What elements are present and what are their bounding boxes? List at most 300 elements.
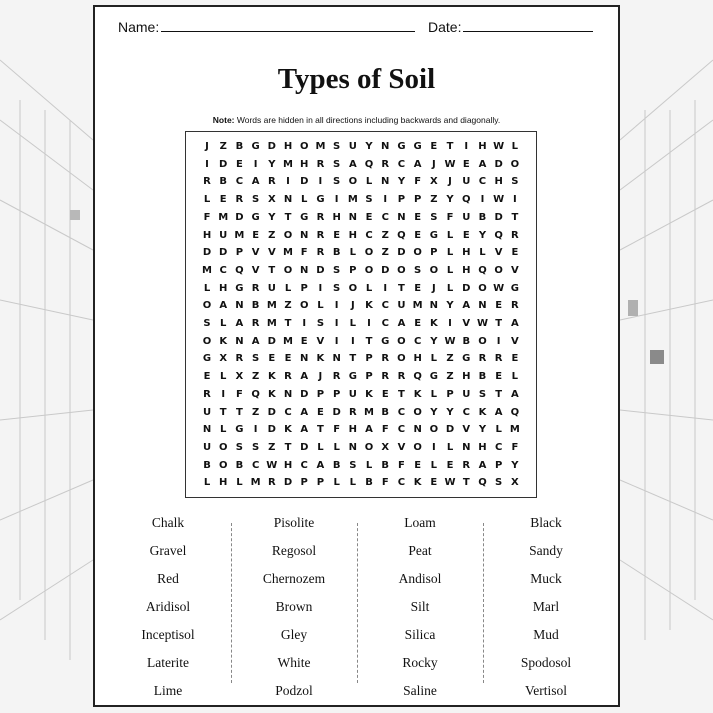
grid-letter[interactable]: R — [251, 318, 260, 329]
grid-letter[interactable]: D — [300, 441, 309, 453]
grid-letter[interactable]: T — [365, 335, 373, 347]
grid-letter[interactable]: N — [348, 441, 358, 453]
grid-letter[interactable]: B — [235, 141, 244, 152]
grid-letter[interactable]: T — [495, 388, 503, 400]
grid-letter[interactable]: E — [284, 353, 292, 365]
grid-letter[interactable]: T — [235, 406, 243, 418]
grid-letter[interactable]: S — [430, 211, 438, 223]
grid-letter[interactable]: V — [510, 264, 519, 276]
grid-letter[interactable]: U — [462, 211, 471, 223]
grid-letter[interactable]: Q — [494, 229, 503, 241]
grid-letter[interactable]: V — [251, 247, 260, 259]
grid-letter[interactable]: D — [219, 158, 228, 170]
grid-letter[interactable]: V — [462, 318, 471, 329]
grid-letter[interactable]: C — [381, 211, 389, 223]
grid-letter[interactable]: O — [299, 300, 309, 312]
grid-letter[interactable]: B — [203, 459, 211, 471]
grid-letter[interactable]: E — [203, 371, 211, 383]
grid-letter[interactable]: J — [431, 158, 436, 170]
grid-letter[interactable]: D — [494, 158, 503, 170]
grid-letter[interactable]: M — [218, 211, 229, 223]
grid-letter[interactable]: J — [318, 371, 323, 383]
grid-letter[interactable]: F — [203, 211, 211, 223]
grid-letter[interactable]: M — [266, 318, 277, 329]
grid-letter[interactable]: N — [300, 229, 309, 241]
grid-letter[interactable]: A — [316, 459, 325, 471]
grid-letter[interactable]: R — [316, 247, 325, 259]
grid-letter[interactable]: S — [235, 441, 243, 453]
grid-letter[interactable]: E — [495, 371, 503, 383]
grid-letter[interactable]: C — [397, 406, 406, 418]
grid-letter[interactable]: Y — [268, 211, 276, 223]
grid-letter[interactable]: E — [414, 229, 422, 241]
grid-letter[interactable]: G — [462, 353, 471, 365]
grid-letter[interactable]: O — [413, 441, 422, 453]
grid-letter[interactable]: R — [381, 353, 390, 365]
grid-letter[interactable]: Z — [446, 371, 454, 383]
grid-letter[interactable]: A — [300, 371, 309, 383]
grid-letter[interactable]: L — [495, 424, 502, 436]
grid-letter[interactable]: D — [219, 247, 228, 259]
grid-letter[interactable]: H — [332, 211, 341, 223]
grid-letter[interactable]: Q — [364, 158, 374, 170]
grid-letter[interactable]: L — [446, 441, 454, 453]
grid-letter[interactable]: D — [300, 176, 309, 188]
grid-letter[interactable]: O — [299, 141, 309, 152]
grid-letter[interactable]: O — [364, 247, 374, 259]
grid-letter[interactable]: B — [381, 459, 390, 471]
grid-letter[interactable]: E — [365, 211, 373, 223]
grid-letter[interactable]: L — [220, 318, 227, 329]
grid-letter[interactable]: W — [444, 335, 456, 347]
grid-letter[interactable]: W — [444, 477, 456, 489]
grid-letter[interactable]: B — [251, 300, 260, 312]
grid-letter[interactable]: V — [316, 335, 325, 347]
grid-letter[interactable]: M — [202, 264, 212, 276]
grid-letter[interactable]: E — [430, 477, 438, 489]
grid-letter[interactable]: E — [414, 211, 422, 223]
grid-letter[interactable]: W — [493, 194, 505, 206]
grid-letter[interactable]: H — [462, 264, 471, 276]
grid-letter[interactable]: M — [234, 229, 245, 241]
grid-letter[interactable]: H — [413, 353, 422, 365]
grid-letter[interactable]: M — [266, 300, 277, 312]
grid-letter[interactable]: I — [334, 335, 339, 347]
grid-letter[interactable]: T — [398, 388, 405, 400]
grid-letter[interactable]: O — [510, 158, 520, 170]
grid-letter[interactable]: Q — [251, 388, 260, 400]
grid-letter[interactable]: O — [478, 335, 487, 347]
grid-letter[interactable]: C — [300, 459, 308, 471]
grid-letter[interactable]: H — [348, 229, 358, 241]
grid-letter[interactable]: E — [462, 158, 470, 170]
grid-letter[interactable]: R — [511, 300, 519, 312]
grid-letter[interactable]: P — [413, 194, 422, 206]
grid-letter[interactable]: E — [333, 229, 341, 241]
grid-letter[interactable]: G — [510, 282, 519, 294]
grid-letter[interactable]: L — [430, 459, 438, 471]
grid-letter[interactable]: I — [512, 194, 517, 206]
grid-letter[interactable]: Z — [446, 353, 454, 365]
grid-letter[interactable]: T — [268, 264, 276, 276]
grid-letter[interactable]: R — [494, 353, 503, 365]
grid-letter[interactable]: A — [251, 335, 260, 347]
grid-letter[interactable]: W — [476, 318, 488, 329]
grid-letter[interactable]: N — [235, 335, 244, 347]
grid-letter[interactable]: S — [316, 318, 325, 329]
grid-letter[interactable]: S — [365, 194, 373, 206]
grid-letter[interactable]: S — [333, 158, 341, 170]
grid-letter[interactable]: K — [478, 406, 487, 418]
grid-letter[interactable]: L — [365, 176, 373, 188]
grid-letter[interactable]: D — [300, 388, 309, 400]
grid-letter[interactable]: L — [349, 247, 357, 259]
grid-letter[interactable]: I — [350, 335, 355, 347]
grid-letter[interactable]: Y — [446, 300, 454, 312]
grid-letter[interactable]: Z — [268, 229, 276, 241]
grid-letter[interactable]: K — [413, 388, 422, 400]
grid-letter[interactable]: T — [317, 424, 324, 436]
grid-letter[interactable]: D — [494, 211, 503, 223]
grid-letter[interactable]: D — [381, 264, 390, 276]
grid-letter[interactable]: O — [202, 335, 212, 347]
grid-letter[interactable]: C — [235, 176, 244, 188]
grid-letter[interactable]: O — [397, 353, 406, 365]
grid-letter[interactable]: R — [316, 211, 325, 223]
grid-letter[interactable]: L — [479, 247, 486, 259]
grid-letter[interactable]: I — [367, 318, 371, 329]
grid-letter[interactable]: O — [364, 441, 374, 453]
grid-letter[interactable]: O — [413, 406, 422, 418]
grid-letter[interactable]: P — [365, 371, 373, 383]
grid-letter[interactable]: C — [478, 176, 487, 188]
grid-letter[interactable]: R — [332, 371, 341, 383]
grid-letter[interactable]: N — [283, 194, 293, 206]
grid-letter[interactable]: N — [381, 141, 390, 152]
grid-letter[interactable]: K — [429, 318, 438, 329]
grid-letter[interactable]: I — [253, 424, 258, 436]
grid-letter[interactable]: P — [349, 264, 357, 276]
grid-letter[interactable]: B — [381, 406, 390, 418]
grid-letter[interactable]: K — [413, 477, 422, 489]
grid-letter[interactable]: O — [494, 264, 503, 276]
grid-letter[interactable]: D — [267, 335, 276, 347]
grid-letter[interactable]: B — [478, 211, 487, 223]
grid-letter[interactable]: Y — [446, 194, 454, 206]
grid-letter[interactable]: L — [220, 424, 227, 436]
grid-letter[interactable]: C — [413, 335, 422, 347]
grid-letter[interactable]: Q — [478, 477, 487, 489]
grid-letter[interactable]: S — [333, 282, 341, 294]
grid-letter[interactable]: W — [493, 282, 505, 294]
grid-letter[interactable]: R — [316, 158, 325, 170]
grid-letter[interactable]: H — [478, 441, 487, 453]
grid-letter[interactable]: K — [316, 353, 325, 365]
grid-letter[interactable]: Q — [413, 371, 422, 383]
grid-letter[interactable]: A — [300, 424, 309, 436]
grid-letter[interactable]: L — [446, 229, 454, 241]
grid-letter[interactable]: Q — [235, 264, 244, 276]
grid-letter[interactable]: X — [429, 176, 438, 188]
grid-letter[interactable]: G — [413, 141, 422, 152]
grid-letter[interactable]: N — [300, 353, 309, 365]
grid-letter[interactable]: N — [348, 211, 358, 223]
grid-letter[interactable]: E — [495, 300, 503, 312]
grid-letter[interactable]: L — [317, 300, 324, 312]
grid-letter[interactable]: E — [462, 229, 470, 241]
grid-letter[interactable]: R — [462, 459, 471, 471]
grid-letter[interactable]: M — [315, 141, 326, 152]
grid-letter[interactable]: T — [284, 441, 292, 453]
grid-letter[interactable]: G — [381, 335, 390, 347]
grid-letter[interactable]: P — [316, 477, 325, 489]
grid-letter[interactable]: O — [348, 282, 358, 294]
grid-letter[interactable]: F — [398, 459, 405, 471]
grid-letter[interactable]: F — [333, 424, 341, 436]
grid-letter[interactable]: J — [205, 141, 209, 152]
grid-letter[interactable]: T — [219, 406, 227, 418]
grid-letter[interactable]: A — [348, 158, 357, 170]
grid-letter[interactable]: D — [267, 406, 276, 418]
grid-letter[interactable]: M — [509, 424, 520, 436]
grid-letter[interactable]: V — [462, 424, 471, 436]
grid-letter[interactable]: G — [235, 282, 244, 294]
grid-letter[interactable]: N — [381, 176, 390, 188]
grid-letter[interactable]: I — [480, 194, 485, 206]
grid-letter[interactable]: R — [267, 477, 276, 489]
grid-letter[interactable]: M — [283, 335, 293, 347]
grid-letter[interactable]: R — [397, 371, 406, 383]
grid-letter[interactable]: E — [268, 353, 276, 365]
grid-letter[interactable]: N — [397, 211, 406, 223]
grid-letter[interactable]: I — [496, 335, 501, 347]
grid-letter[interactable]: Z — [284, 300, 292, 312]
grid-letter[interactable]: O — [397, 335, 406, 347]
grid-letter[interactable]: N — [413, 424, 422, 436]
grid-letter[interactable]: B — [462, 335, 471, 347]
grid-letter[interactable]: Z — [430, 194, 438, 206]
grid-letter[interactable]: G — [235, 424, 244, 436]
grid-letter[interactable]: P — [494, 459, 503, 471]
grid-letter[interactable]: S — [333, 264, 341, 276]
grid-letter[interactable]: G — [429, 371, 438, 383]
grid-letter[interactable]: O — [429, 264, 439, 276]
grid-letter[interactable]: Z — [381, 247, 389, 259]
grid-letter[interactable]: P — [430, 247, 438, 259]
grid-letter[interactable]: R — [478, 353, 487, 365]
grid-letter[interactable]: C — [284, 406, 292, 418]
grid-letter[interactable]: C — [494, 441, 503, 453]
grid-letter[interactable]: N — [235, 300, 244, 312]
grid-letter[interactable]: I — [318, 176, 323, 188]
grid-letter[interactable]: U — [462, 388, 471, 400]
grid-letter[interactable]: S — [333, 176, 341, 188]
grid-letter[interactable]: J — [448, 176, 452, 188]
grid-letter[interactable]: E — [219, 194, 227, 206]
grid-letter[interactable]: T — [284, 318, 292, 329]
grid-letter[interactable]: P — [446, 388, 454, 400]
grid-letter[interactable]: Q — [478, 264, 487, 276]
grid-letter[interactable]: H — [478, 141, 487, 152]
grid-letter[interactable]: L — [349, 477, 357, 489]
grid-letter[interactable]: G — [251, 211, 260, 223]
grid-letter[interactable]: S — [495, 477, 503, 489]
grid-letter[interactable]: R — [284, 371, 292, 383]
grid-letter[interactable]: I — [286, 176, 290, 188]
grid-letter[interactable]: Y — [446, 406, 454, 418]
grid-letter[interactable]: M — [412, 300, 423, 312]
grid-letter[interactable]: T — [462, 477, 470, 489]
grid-letter[interactable]: O — [364, 264, 374, 276]
grid-letter[interactable]: V — [267, 247, 276, 259]
grid-letter[interactable]: L — [317, 441, 324, 453]
grid-letter[interactable]: F — [300, 247, 308, 259]
grid-letter[interactable]: L — [430, 353, 438, 365]
grid-letter[interactable]: T — [349, 353, 357, 365]
grid-letter[interactable]: A — [510, 388, 519, 400]
grid-letter[interactable]: Y — [511, 459, 519, 471]
grid-letter[interactable]: E — [511, 353, 519, 365]
grid-letter[interactable]: S — [333, 141, 341, 152]
grid-letter[interactable]: T — [284, 211, 292, 223]
grid-letter[interactable]: K — [365, 388, 373, 400]
grid-letter[interactable]: C — [462, 406, 470, 418]
grid-letter[interactable]: Y — [430, 335, 438, 347]
grid-letter[interactable]: V — [397, 441, 406, 453]
grid-letter[interactable]: I — [205, 158, 209, 170]
grid-letter[interactable]: C — [397, 424, 406, 436]
grid-letter[interactable]: U — [267, 282, 276, 294]
grid-letter[interactable]: Y — [397, 176, 406, 188]
grid-letter[interactable]: L — [446, 282, 454, 294]
grid-letter[interactable]: S — [414, 264, 422, 276]
grid-letter[interactable]: Y — [430, 406, 438, 418]
grid-letter[interactable]: A — [510, 318, 519, 329]
grid-letter[interactable]: D — [267, 424, 276, 436]
grid-letter[interactable]: R — [381, 158, 390, 170]
grid-letter[interactable]: D — [283, 477, 293, 489]
grid-letter[interactable]: U — [219, 229, 228, 241]
grid-letter[interactable]: F — [381, 424, 389, 436]
grid-letter[interactable]: L — [511, 371, 519, 383]
grid-letter[interactable]: Z — [219, 141, 227, 152]
grid-letter[interactable]: E — [414, 282, 422, 294]
grid-letter[interactable]: D — [316, 264, 325, 276]
grid-letter[interactable]: X — [235, 371, 244, 383]
grid-letter[interactable]: U — [348, 388, 357, 400]
grid-letter[interactable]: T — [398, 282, 405, 294]
grid-letter[interactable]: L — [203, 477, 211, 489]
grid-letter[interactable]: B — [365, 477, 373, 489]
grid-letter[interactable]: O — [218, 441, 228, 453]
grid-letter[interactable]: D — [462, 282, 471, 294]
grid-letter[interactable]: G — [202, 353, 212, 365]
date-field[interactable] — [428, 19, 593, 35]
grid-letter[interactable]: H — [219, 282, 228, 294]
grid-letter[interactable]: S — [511, 176, 519, 188]
grid-letter[interactable]: I — [431, 441, 436, 453]
grid-letter[interactable]: H — [283, 141, 293, 152]
grid-letter[interactable]: R — [203, 388, 211, 400]
grid-letter[interactable]: A — [494, 406, 503, 418]
grid-letter[interactable]: H — [348, 424, 358, 436]
grid-letter[interactable]: M — [347, 194, 358, 206]
grid-letter[interactable]: A — [219, 300, 228, 312]
grid-letter[interactable]: O — [478, 282, 487, 294]
grid-letter[interactable]: E — [446, 459, 454, 471]
grid-letter[interactable]: S — [203, 318, 211, 329]
grid-letter[interactable]: F — [511, 441, 519, 453]
grid-letter[interactable]: R — [381, 371, 390, 383]
grid-letter[interactable]: I — [334, 300, 339, 312]
grid-letter[interactable]: B — [332, 247, 341, 259]
grid-letter[interactable]: G — [251, 141, 260, 152]
name-field[interactable] — [118, 19, 415, 35]
grid-letter[interactable]: N — [332, 353, 341, 365]
grid-letter[interactable]: I — [464, 141, 469, 152]
grid-letter[interactable]: G — [397, 141, 406, 152]
grid-letter[interactable]: O — [397, 264, 406, 276]
grid-letter[interactable]: L — [284, 282, 292, 294]
grid-letter[interactable]: Z — [251, 406, 260, 418]
grid-letter[interactable]: D — [202, 247, 212, 259]
grid-letter[interactable]: B — [332, 459, 341, 471]
grid-letter[interactable]: O — [429, 424, 439, 436]
grid-letter[interactable]: R — [235, 353, 244, 365]
grid-letter[interactable]: C — [219, 264, 227, 276]
grid-letter[interactable]: W — [493, 141, 505, 152]
grid-letter[interactable]: S — [252, 441, 260, 453]
grid-letter[interactable]: P — [316, 388, 325, 400]
grid-letter[interactable]: P — [300, 282, 308, 294]
grid-letter[interactable]: R — [267, 176, 276, 188]
grid-letter[interactable]: A — [413, 158, 422, 170]
grid-letter[interactable]: R — [235, 194, 244, 206]
grid-letter[interactable]: L — [220, 371, 227, 383]
grid-letter[interactable]: S — [252, 353, 260, 365]
grid-letter[interactable]: R — [316, 229, 325, 241]
grid-letter[interactable]: W — [444, 158, 456, 170]
grid-letter[interactable]: Q — [510, 406, 520, 418]
grid-letter[interactable]: H — [202, 229, 212, 241]
grid-letter[interactable]: Y — [365, 141, 373, 152]
grid-letter[interactable]: R — [348, 406, 357, 418]
grid-letter[interactable]: Y — [268, 158, 276, 170]
grid-letter[interactable]: A — [300, 406, 309, 418]
grid-letter[interactable]: B — [219, 176, 228, 188]
grid-letter[interactable]: L — [365, 282, 373, 294]
grid-letter[interactable]: I — [383, 282, 388, 294]
grid-letter[interactable]: N — [478, 300, 487, 312]
grid-letter[interactable]: Q — [461, 194, 471, 206]
grid-letter[interactable]: L — [236, 477, 243, 489]
grid-letter[interactable]: U — [348, 141, 357, 152]
grid-letter[interactable]: S — [349, 459, 357, 471]
grid-letter[interactable]: X — [219, 353, 228, 365]
grid-letter[interactable]: L — [333, 441, 340, 453]
grid-letter[interactable]: D — [445, 424, 455, 436]
grid-letter[interactable]: G — [348, 371, 357, 383]
grid-letter[interactable]: Z — [268, 441, 276, 453]
grid-letter[interactable]: L — [365, 459, 373, 471]
grid-letter[interactable]: F — [235, 388, 243, 400]
grid-letter[interactable]: N — [202, 424, 212, 436]
grid-letter[interactable]: D — [235, 211, 244, 223]
grid-letter[interactable]: S — [252, 194, 260, 206]
grid-letter[interactable]: L — [203, 194, 211, 206]
grid-letter[interactable]: K — [219, 335, 228, 347]
grid-letter[interactable]: O — [283, 264, 293, 276]
